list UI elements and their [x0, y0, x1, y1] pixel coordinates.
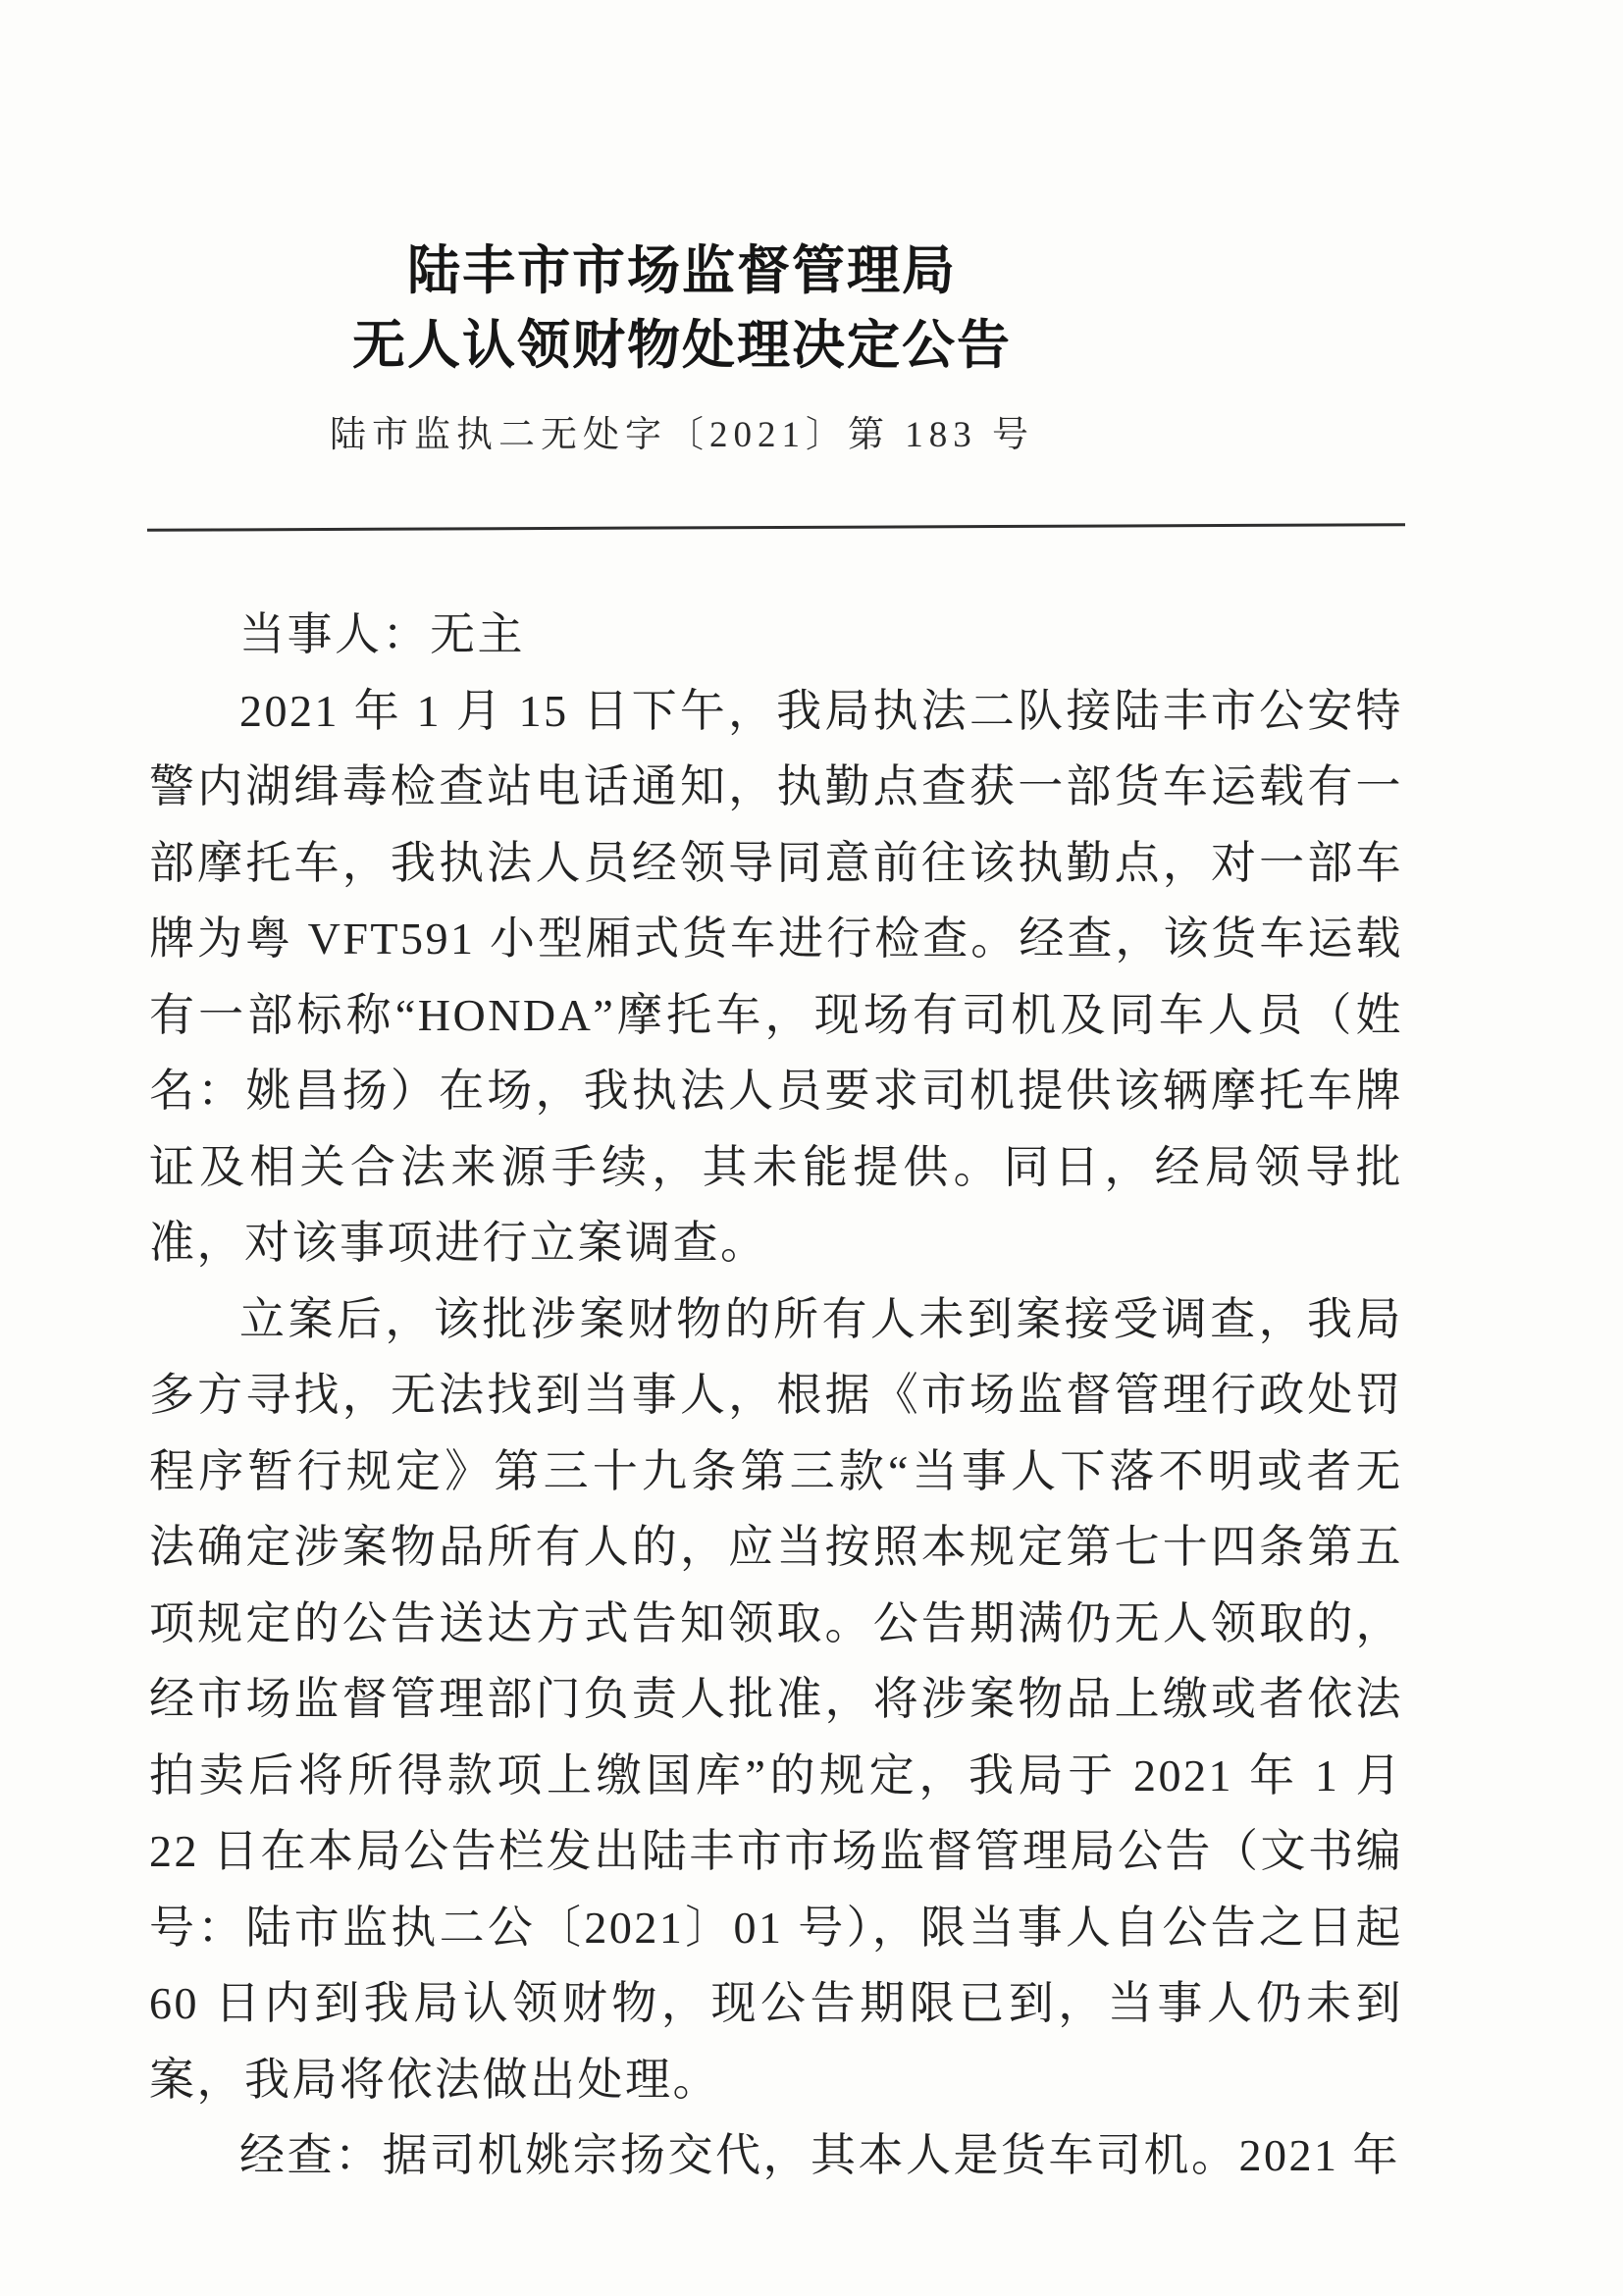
- paragraph-case-origin: 2021 年 1 月 15 日下午，我局执法二队接陆丰市公安特警内湖缉毒检查站电话通知，执勤点查获一部货车运载有一部摩托车，我执法人员经领导同意前往该执勤点，对一部车牌为粤 VFT591 小型厢式货车进行检查。经查，该货车运载有一部标称“HONDA”摩托车，现场有司机及同车人员（姓名：姚昌扬）在场，我执法人员要求司机提供该辆摩托车牌证及相关合法来源手续，其未能提供。同日，经局领导批准，对该事项进行立案调查。: [149, 685, 1403, 1268]
- paragraph-parties: 当事人：无主: [239, 609, 525, 659]
- header-divider-rule: [147, 523, 1405, 532]
- paragraph-investigation: 经查：据司机姚宗扬交代，其本人是货车司机。2021 年: [239, 2130, 1400, 2180]
- document-number: 陆市监执二无处字〔2021〕第 183 号: [330, 415, 1034, 455]
- document-body: [149, 597, 1403, 2194]
- document-title-line2: 无人认领财物处理决定公告: [352, 316, 1012, 375]
- document-header: [0, 234, 1364, 457]
- paragraph-notice-procedure: 立案后，该批涉案财物的所有人未到案接受调查，我局多方寻找，无法找到当事人，根据《市场监督管理行政处罚程序暂行规定》第三十九条第三款“当事人下落不明或者无法确定涉案物品所有人的，应当按照本规定第七十四条第五项规定的公告送达方式告知领取。公告期满仍无人领取的，经市场监督管理部门负责人批准，将涉案物品上缴或者依法拍卖后将所得款项上缴国库”的规定，我局于 2021 年 1 月 22 日在本局公告栏发出陆丰市市场监督管理局公告（文书编号：陆市监执二公〔2021〕01 号），限当事人自公告之日起 60 日内到我局认领财物，现公告期限已到，当事人仍未到案，我局将依法做出处理。: [149, 1293, 1403, 2105]
- document-title-line1: 陆丰市市场监督管理局: [407, 241, 957, 300]
